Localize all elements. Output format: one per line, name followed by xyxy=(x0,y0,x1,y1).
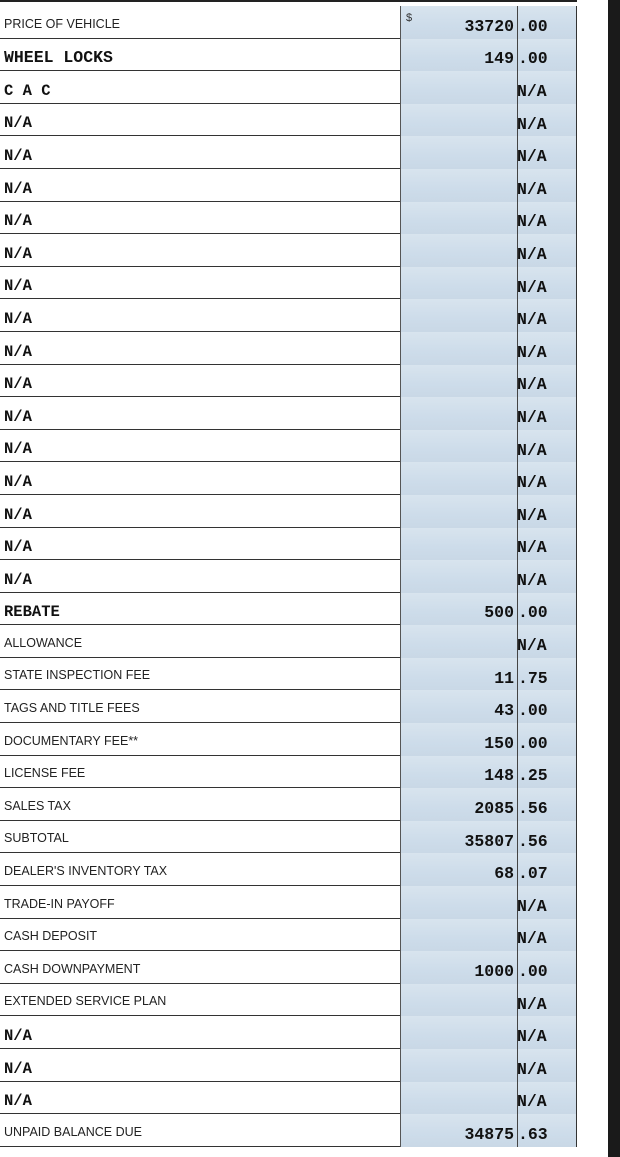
line-item-row xyxy=(0,1049,577,1082)
amount-na: N/A xyxy=(517,310,547,330)
line-item-row xyxy=(0,984,577,1017)
line-item-row xyxy=(0,267,577,300)
line-item-row xyxy=(0,560,577,593)
line-item-label: N/A xyxy=(4,538,32,557)
amount-dollars: 43 xyxy=(494,701,514,721)
amount-dollars: 2085 xyxy=(474,799,514,819)
line-item-row xyxy=(0,756,577,789)
amount-na: N/A xyxy=(517,179,547,199)
line-item-row xyxy=(0,6,577,39)
amount-cell xyxy=(400,495,577,528)
amount-cents: .07 xyxy=(518,864,548,884)
amount-cell xyxy=(400,690,577,723)
amount-cell xyxy=(400,332,577,365)
amount-dollars: 11 xyxy=(494,668,514,688)
amount-dollars: 68 xyxy=(494,864,514,884)
amount-cell xyxy=(400,919,577,952)
amount-cell xyxy=(400,984,577,1017)
line-item-label: N/A xyxy=(4,472,32,491)
amount-cell xyxy=(400,299,577,332)
line-item-row xyxy=(0,886,577,919)
amount-cell xyxy=(400,365,577,398)
amount-cents: .00 xyxy=(518,701,548,721)
line-item-label: DOCUMENTARY FEE** xyxy=(4,733,139,748)
line-item-row xyxy=(0,136,577,169)
amount-na: N/A xyxy=(517,538,547,558)
line-item-row xyxy=(0,788,577,821)
amount-na: N/A xyxy=(517,440,547,460)
amount-dollars: 500 xyxy=(484,603,514,623)
line-item-row xyxy=(0,202,577,235)
line-item-label: N/A xyxy=(4,114,32,133)
amount-cents: .00 xyxy=(518,16,548,36)
line-item-label: C A C xyxy=(4,81,51,100)
line-item-row xyxy=(0,104,577,137)
amount-cell xyxy=(400,593,577,626)
amount-cell xyxy=(400,71,577,104)
amount-na: N/A xyxy=(517,636,547,656)
amount-cell xyxy=(400,1114,577,1147)
line-item-label: N/A xyxy=(4,146,32,165)
line-item-row xyxy=(0,299,577,332)
line-item-label: N/A xyxy=(4,342,32,361)
line-item-row xyxy=(0,1016,577,1049)
line-item-row xyxy=(0,658,577,691)
amount-cell xyxy=(400,560,577,593)
page-edge-bar xyxy=(608,0,620,1157)
amount-cents: .75 xyxy=(518,668,548,688)
line-item-label: N/A xyxy=(4,440,32,459)
amount-cents: .00 xyxy=(518,962,548,981)
line-item-row xyxy=(0,853,577,886)
amount-na: N/A xyxy=(517,81,547,101)
amount-cell xyxy=(400,430,577,463)
amount-cell xyxy=(400,462,577,495)
line-item-row xyxy=(0,169,577,202)
line-item-label: SALES TAX xyxy=(4,798,71,813)
amount-na: N/A xyxy=(517,1092,547,1112)
amount-na: N/A xyxy=(517,147,547,167)
amount-cell xyxy=(400,723,577,756)
amount-cents: .00 xyxy=(518,603,548,623)
line-item-row xyxy=(0,39,577,72)
line-item-label: REBATE xyxy=(4,603,60,622)
amount-na: N/A xyxy=(517,896,547,916)
line-item-label: N/A xyxy=(4,212,32,231)
line-item-label: STATE INSPECTION FEE xyxy=(4,668,151,683)
amount-na: N/A xyxy=(517,505,547,525)
amount-na: N/A xyxy=(517,570,547,590)
line-item-label: TRADE-IN PAYOFF xyxy=(4,896,115,911)
line-item-label: N/A xyxy=(4,1092,32,1111)
amount-cell xyxy=(400,788,577,821)
line-item-label: N/A xyxy=(4,570,32,589)
amount-cell xyxy=(400,821,577,854)
line-item-row xyxy=(0,397,577,430)
line-item-label: LICENSE FEE xyxy=(4,766,86,781)
amount-na: N/A xyxy=(517,1059,547,1079)
amount-na: N/A xyxy=(517,1027,547,1047)
line-item-row xyxy=(0,593,577,626)
amount-dollars: 34875 xyxy=(464,1124,514,1144)
line-item-row xyxy=(0,234,577,267)
amount-cell xyxy=(400,951,577,984)
amount-na: N/A xyxy=(517,473,547,493)
amount-cents: .56 xyxy=(518,831,548,851)
line-item-row xyxy=(0,528,577,561)
amount-cell xyxy=(400,104,577,137)
line-item-label: N/A xyxy=(4,375,32,394)
line-item-label: N/A xyxy=(4,277,32,296)
line-item-label: N/A xyxy=(4,1059,32,1078)
line-item-row xyxy=(0,821,577,854)
line-item-row xyxy=(0,365,577,398)
line-item-row xyxy=(0,1114,577,1147)
amount-cell xyxy=(400,39,577,72)
amount-na: N/A xyxy=(517,407,547,427)
amount-cell xyxy=(400,1049,577,1082)
line-item-row xyxy=(0,690,577,723)
amount-dollars: 1000 xyxy=(474,962,514,981)
line-item-label: EXTENDED SERVICE PLAN xyxy=(4,994,167,1009)
amount-cell xyxy=(400,267,577,300)
line-item-label: ALLOWANCE xyxy=(4,635,83,650)
amount-cell xyxy=(400,756,577,789)
column-tick xyxy=(399,0,401,2)
amount-cell xyxy=(400,202,577,235)
line-item-label: N/A xyxy=(4,244,32,263)
amount-na: N/A xyxy=(517,244,547,264)
amount-cell xyxy=(400,1016,577,1049)
line-item-label: PRICE OF VEHICLE xyxy=(4,16,120,31)
line-item-label: TAGS AND TITLE FEES xyxy=(4,701,140,716)
amount-cell xyxy=(400,169,577,202)
amount-cell xyxy=(400,625,577,658)
line-item-label: UNPAID BALANCE DUE xyxy=(4,1124,142,1139)
amount-na: N/A xyxy=(517,342,547,362)
amount-cell xyxy=(400,853,577,886)
amount-na: N/A xyxy=(517,212,547,232)
amount-dollars: 150 xyxy=(484,733,514,753)
amount-cell xyxy=(400,658,577,691)
amount-cell xyxy=(400,1082,577,1115)
amount-cell xyxy=(400,397,577,430)
line-item-row xyxy=(0,723,577,756)
currency-symbol: $ xyxy=(406,12,413,24)
amount-cell xyxy=(400,136,577,169)
amount-na: N/A xyxy=(517,375,547,395)
amount-cell xyxy=(400,234,577,267)
amount-na: N/A xyxy=(517,277,547,297)
line-item-row xyxy=(0,495,577,528)
top-rule xyxy=(0,0,577,2)
line-item-row xyxy=(0,71,577,104)
amount-cents: .25 xyxy=(518,766,548,786)
amount-cents: .00 xyxy=(518,733,548,753)
amount-na: N/A xyxy=(517,994,547,1014)
line-item-label: N/A xyxy=(4,505,32,524)
line-item-row xyxy=(0,625,577,658)
amount-na: N/A xyxy=(517,929,547,949)
amount-cell xyxy=(400,886,577,919)
line-item-label: N/A xyxy=(4,407,32,426)
amount-dollars: 149 xyxy=(484,49,514,69)
line-item-row xyxy=(0,919,577,952)
line-item-row xyxy=(0,332,577,365)
line-item-row xyxy=(0,951,577,984)
line-item-label: WHEEL LOCKS xyxy=(4,48,113,68)
amount-cell xyxy=(400,6,577,39)
line-item-row xyxy=(0,462,577,495)
line-item-row xyxy=(0,1082,577,1115)
amount-cents: .00 xyxy=(518,49,548,69)
line-item-label: SUBTOTAL xyxy=(4,831,69,846)
price-worksheet xyxy=(0,6,577,1147)
amount-cents: .63 xyxy=(518,1124,548,1144)
amount-dollars: 33720 xyxy=(464,16,514,36)
line-item-row xyxy=(0,430,577,463)
line-item-label: CASH DEPOSIT xyxy=(4,929,98,944)
amount-cell xyxy=(400,528,577,561)
amount-dollars: 35807 xyxy=(464,831,514,851)
line-item-label: N/A xyxy=(4,179,32,198)
line-item-label: N/A xyxy=(4,1027,32,1045)
amount-cents: .56 xyxy=(518,799,548,819)
line-item-label: N/A xyxy=(4,309,32,328)
line-item-label: CASH DOWNPAYMENT xyxy=(4,961,141,976)
line-item-label: DEALER'S INVENTORY TAX xyxy=(4,864,168,879)
amount-dollars: 148 xyxy=(484,766,514,786)
amount-na: N/A xyxy=(517,114,547,134)
